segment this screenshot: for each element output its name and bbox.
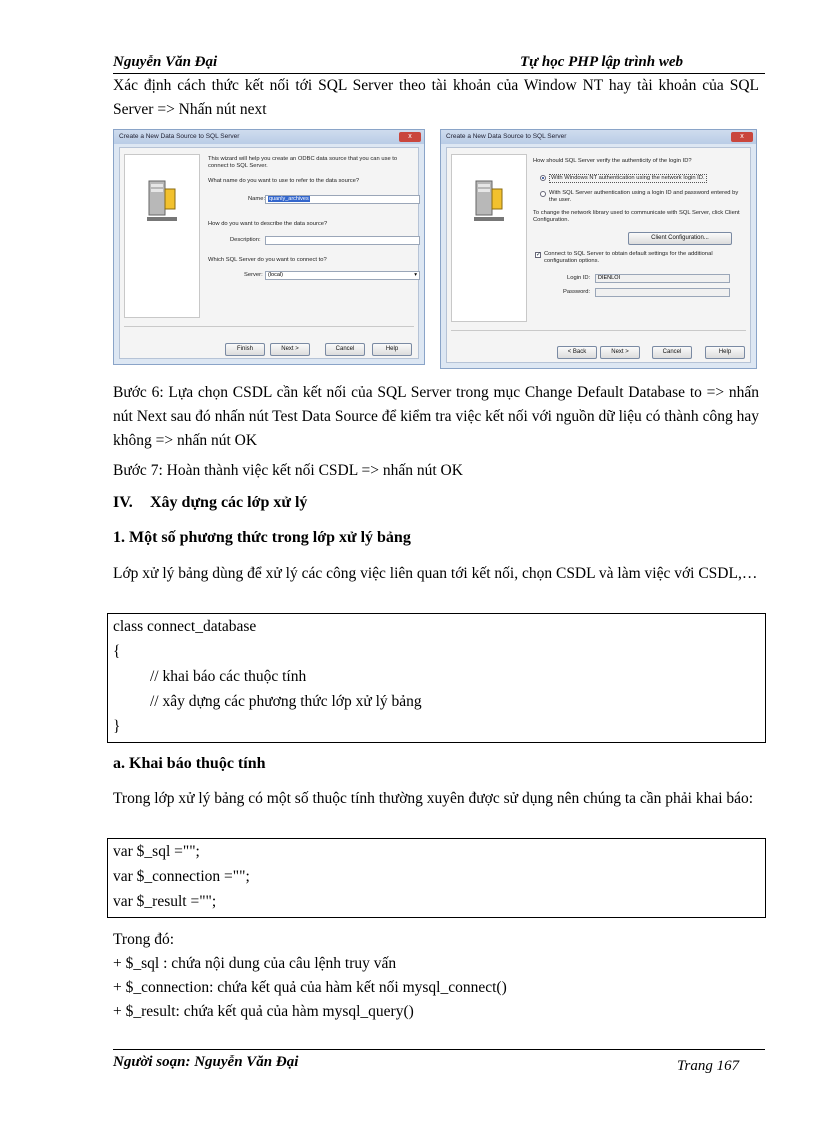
client-configuration-button[interactable]: Client Configuration... xyxy=(628,232,732,245)
code-block-attributes xyxy=(107,838,766,918)
login-id-input[interactable] xyxy=(595,274,730,283)
header-author: Nguyễn Văn Đại xyxy=(113,54,218,70)
description-input[interactable] xyxy=(265,236,420,245)
radio-nt-auth[interactable] xyxy=(540,175,546,181)
footer-author: Người soạn: Nguyễn Văn Đại xyxy=(113,1054,299,1070)
section-1-title: 1. Một số phương thức trong lớp xử lý bảng xyxy=(113,529,411,546)
code-line: // khai báo các thuộc tính xyxy=(150,668,307,685)
login-id-value: DIENLOI xyxy=(598,275,621,281)
dialog2-auth-question: How should SQL Server verify the authenticity of the login ID? xyxy=(533,158,692,164)
dialog-new-data-source-step2 xyxy=(440,129,757,369)
dialog-new-data-source-step1 xyxy=(113,129,425,365)
password-input[interactable] xyxy=(595,288,730,297)
where-label: Trong đó: xyxy=(113,931,175,948)
connect-sql-server-label: Connect to SQL Server to obtain default settings for the additional configuration options. xyxy=(544,251,713,264)
back-button[interactable]: < Back xyxy=(557,346,597,359)
code-line: { xyxy=(113,643,121,660)
code-block-class xyxy=(107,613,766,743)
intro-paragraph: Xác định cách thức kết nối tới SQL Server theo tài khoản của Window NT hay tài khoản của SQL Server => Nhấn nút next xyxy=(113,77,759,118)
finish-button[interactable]: Finish xyxy=(225,343,265,356)
dialog1-name-label: Name: xyxy=(248,196,266,202)
dialog2-body xyxy=(446,147,751,363)
dialog1-server-question: Which SQL Server do you want to connect to? xyxy=(208,257,327,263)
radio-nt-auth-label: With Windows NT authentication using the network login ID. xyxy=(551,175,705,181)
dialog1-body xyxy=(119,147,419,359)
cancel-button[interactable]: Cancel xyxy=(325,343,365,356)
password-label: Password: xyxy=(563,289,591,295)
server-select[interactable] xyxy=(265,271,420,280)
dialog1-side-panel xyxy=(124,154,200,318)
server-icon xyxy=(470,175,510,225)
name-input-value: quanly_archives xyxy=(269,196,309,202)
code-line: class connect_database xyxy=(113,618,257,635)
dialog1-description-question: How do you want to describe the data source? xyxy=(208,221,328,227)
section-iv-title: Xây dựng các lớp xử lý xyxy=(150,494,308,511)
help-button[interactable]: Help xyxy=(372,343,412,356)
bullet-item: + $_result: chứa kết quả của hàm mysql_query() xyxy=(113,1003,414,1020)
dialog2-network-text: To change the network library used to communicate with SQL Server, click Client Configuration. xyxy=(533,210,740,223)
connect-sql-server-checkbox[interactable]: ✓ xyxy=(536,252,542,258)
server-select-value: (local) xyxy=(268,272,283,278)
close-icon[interactable]: x xyxy=(731,132,753,142)
class-description-paragraph: Lớp xử lý bảng dùng để xử lý các công việc liên quan tới kết nối, chọn CSDL và làm việc với CSDL,… xyxy=(113,565,758,582)
dialog2-separator xyxy=(451,330,746,331)
code-line: // xây dựng các phương thức lớp xử lý bảng xyxy=(150,693,422,710)
dialog1-separator xyxy=(124,326,414,327)
cancel-button[interactable]: Cancel xyxy=(652,346,692,359)
server-icon xyxy=(143,175,183,225)
bullet-item: + $_connection: chứa kết quả của hàm kết nối mysql_connect() xyxy=(113,979,507,996)
chevron-down-icon: ▾ xyxy=(414,272,417,278)
dialog1-intro-text: This wizard will help you create an ODBC data source that you can use to connect to SQL Server. xyxy=(208,156,398,169)
code-line: } xyxy=(113,718,121,735)
code-line: var $_connection =""; xyxy=(113,868,250,885)
section-a-title: a. Khai báo thuộc tính xyxy=(113,755,266,772)
dialog2-titlebar: Create a New Data Source to SQL Server xyxy=(441,130,756,144)
name-input[interactable] xyxy=(265,195,420,204)
next-button[interactable]: Next > xyxy=(600,346,640,359)
dialog1-server-label: Server: xyxy=(244,272,263,278)
close-icon[interactable]: x xyxy=(399,132,421,142)
step7-paragraph: Bước 7: Hoàn thành việc kết nối CSDL => nhấn nút OK xyxy=(113,462,463,479)
bullet-item: + $_sql : chứa nội dung của câu lệnh truy vấn xyxy=(113,955,397,972)
section-iv-number: IV. xyxy=(113,494,133,511)
dialog1-description-label: Description: xyxy=(230,237,261,243)
code-line: var $_sql =""; xyxy=(113,843,200,860)
dialog2-side-panel xyxy=(451,154,527,322)
code-line: var $_result =""; xyxy=(113,893,217,910)
dialog1-name-question: What name do you want to use to refer to the data source? xyxy=(208,178,360,184)
login-id-label: Login ID: xyxy=(567,275,591,281)
page-number: Trang 167 xyxy=(677,1058,740,1074)
footer-rule xyxy=(113,1049,765,1050)
radio-sql-auth-label: With SQL Server authentication using a login ID and password entered by the user. xyxy=(549,190,739,203)
next-button[interactable]: Next > xyxy=(270,343,310,356)
radio-sql-auth[interactable] xyxy=(540,191,546,197)
help-button[interactable]: Help xyxy=(705,346,745,359)
attributes-paragraph: Trong lớp xử lý bảng có một số thuộc tính thường xuyên được sử dụng nên chúng ta cần phải khai báo: xyxy=(113,790,754,807)
header-book-title: Tự học PHP lập trình web xyxy=(520,54,684,70)
dialog1-titlebar: Create a New Data Source to SQL Server xyxy=(114,130,424,144)
step6-paragraph: Bước 6: Lựa chọn CSDL cần kết nối của SQL Server trong mục Change Default Database to => nhấn nút Next sau đó nhấn nút Test Data Source để kiểm tra việc kết nối với nguồn dữ liệu có thành công hay không => nhấn nút OK xyxy=(113,384,759,449)
